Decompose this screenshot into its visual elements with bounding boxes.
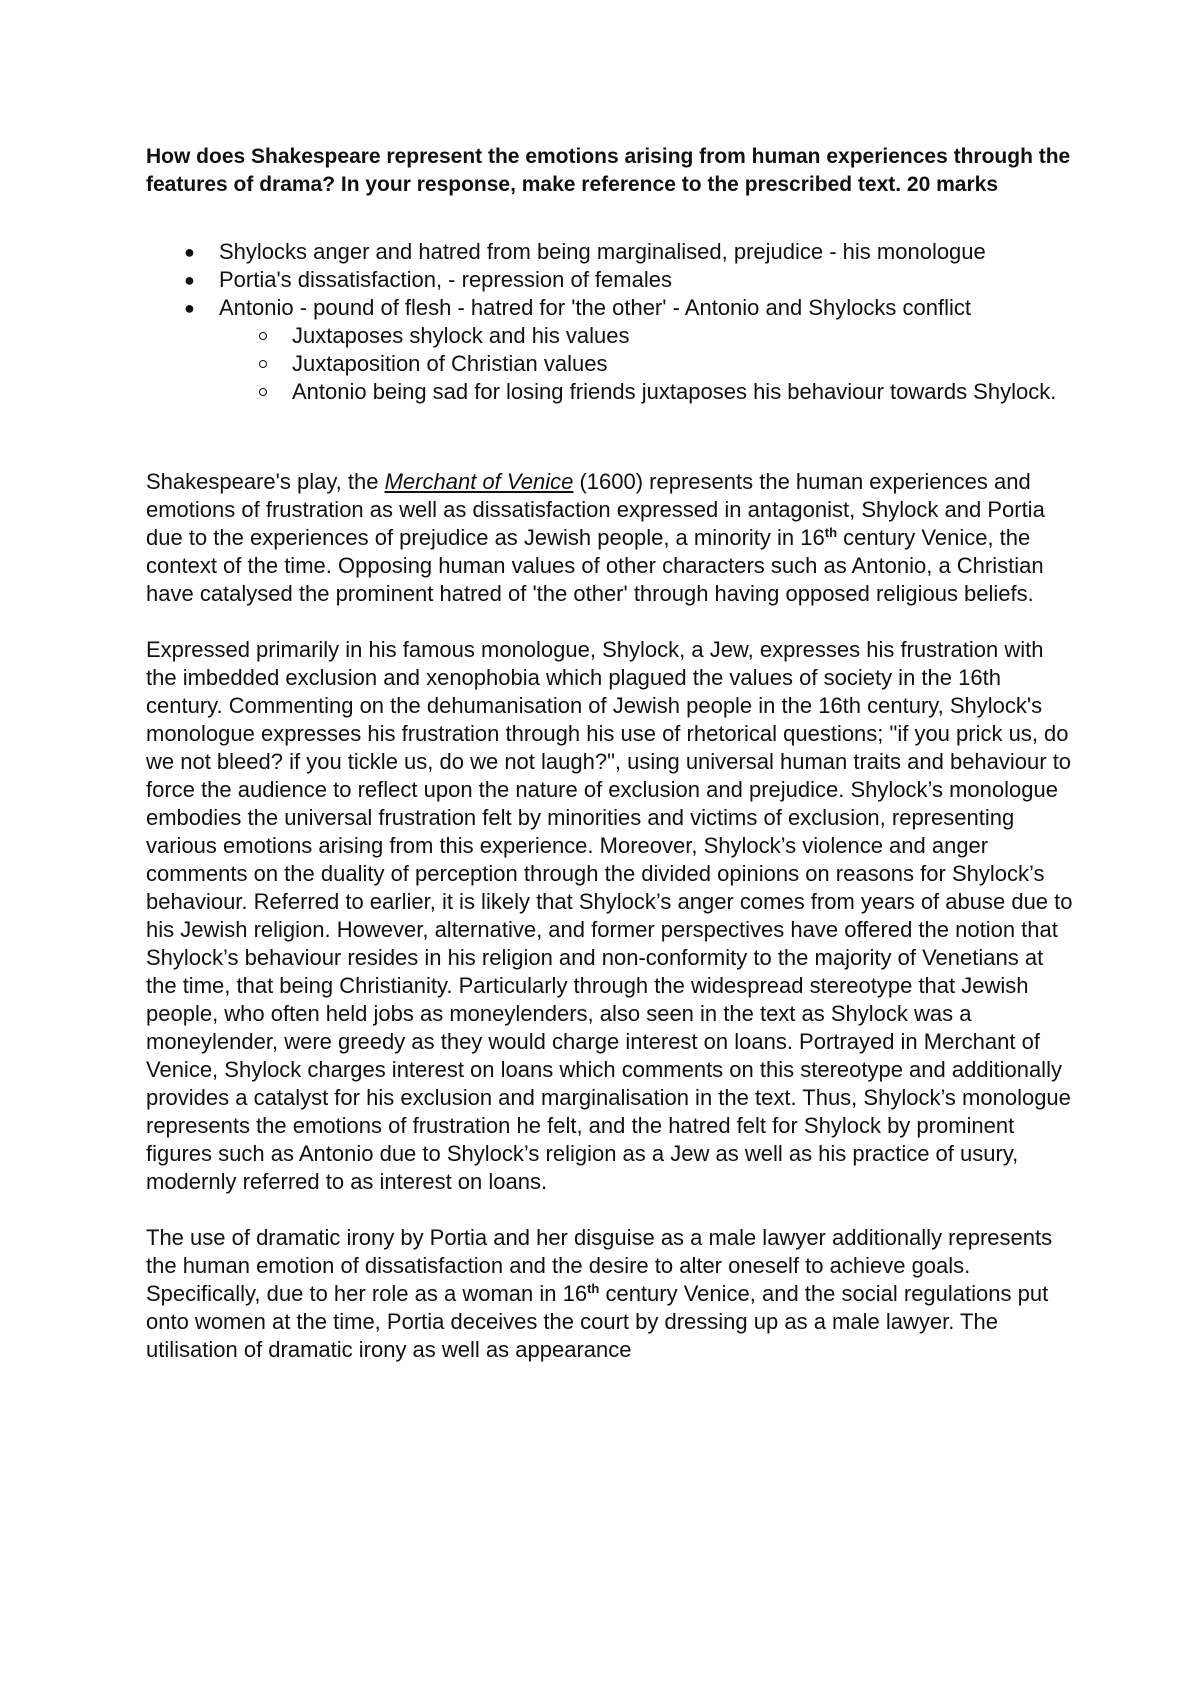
superscript: th [587, 1281, 600, 1296]
sub-notes-list [219, 322, 1076, 406]
sub-bullet-text: Juxtaposition of Christian values [292, 351, 608, 376]
sub-bullet-text: Juxtaposes shylock and his values [292, 323, 630, 348]
intro-paragraph [146, 468, 1076, 608]
essay-question: How does Shakespeare represent the emotions arising from human experiences through the features of drama? In your response, make reference to the prescribed text. 20 marks [146, 145, 1071, 196]
paragraph-text: century Venice, and the social regulations put onto women at the time, Portia deceives the court by dressing up as a male lawyer. The utilisation of dramatic irony as well as appearance [146, 1281, 1049, 1362]
circle-bullet-icon [259, 360, 267, 368]
bullet-text: Antonio - pound of flesh - hatred for 'the other' - Antonio and Shylocks conflict [219, 295, 971, 320]
sub-bullet-text: Antonio being sad for losing friends juxtaposes his behaviour towards Shylock. [292, 379, 1057, 404]
list-item [146, 294, 1076, 406]
circle-bullet-icon [259, 332, 267, 340]
bullet-text: Shylocks anger and hatred from being marginalised, prejudice - his monologue [219, 239, 986, 264]
sub-list-item [146, 322, 1076, 350]
bullet-icon: ● [184, 270, 195, 290]
sub-list-item [146, 350, 1076, 378]
paragraph-text: Shakespeare's play, the [146, 469, 385, 494]
paragraph-text: The use of dramatic irony by Portia and her disguise as a male lawyer additionally represents the human emotion of dissatisfaction and the desire to alter oneself to achieve goals. Specifically, due to her role as a woman in 16 [146, 1225, 1053, 1306]
list-item [146, 266, 1076, 294]
play-title: Merchant of Venice [384, 469, 574, 494]
notes-list [146, 238, 1076, 406]
body-paragraph-shylock: Expressed primarily in his famous monologue, Shylock, a Jew, expresses his frustration with the imbedded exclusion and xenophobia which plagued the values of society in the 16th century. Commenting on the dehumanisation of Jewish people in the 16th century, Shylock's monologue expresses his frustration through his use of rhetorical questions; "if you prick us, do we not bleed? if you tickle us, do we not laugh?", using universal human traits and behaviour to force the audience to reflect upon the nature of exclusion and prejudice. Shylock’s monologue embodies the universal frustration felt by minorities and victims of exclusion, representing various emotions arising from this experience. Moreover, Shylock’s violence and anger comments on the duality of perception through the divided opinions on reasons for Shylock’s behaviour. Referred to earlier, it is likely that Shylock’s anger comes from years of abuse due to his Jewish religion. However, alternative, and former perspectives have offered the notion that Shylock’s behaviour resides in his religion and non-conformity to the majority of Venetians at the time, that being Christianity. Particularly through the widespread stereotype that Jewish people, who often held jobs as moneylenders, also seen in the text as Shylock was a moneylender, were greedy as they would charge interest on loans. Portrayed in Merchant of Venice, Shylock charges interest on loans which comments on this stereotype and additionally provides a catalyst for his exclusion and marginalisation in the text. Thus, Shylock’s monologue represents the emotions of frustration he felt, and the hatred felt for Shylock by prominent figures such as Antonio due to Shylock’s religion as a Jew as well as his practice of usury, modernly referred to as interest on loans. [146, 637, 1073, 1194]
bullet-icon: ● [184, 242, 195, 262]
circle-bullet-icon [259, 388, 267, 396]
list-item [146, 238, 1076, 266]
bullet-text: Portia's dissatisfaction, - repression of females [219, 267, 672, 292]
paragraph-text: (1600) represents the human experiences and emotions of frustration as well as dissatisfaction expressed in antagonist, Shylock and Portia due to the experiences of prejudice as Jewish people, a minority in 16 [146, 469, 1045, 550]
paragraph-text: century Venice, the context of the time. Opposing human values of other characters such as Antonio, a Christian have catalysed the prominent hatred of 'the other' through having opposed religious beliefs. [146, 525, 1044, 606]
superscript: th [824, 525, 838, 540]
body-paragraph-portia [146, 1224, 1076, 1364]
document-page [146, 143, 1076, 1364]
bullet-icon: ● [184, 298, 195, 318]
sub-list-item [146, 378, 1076, 406]
